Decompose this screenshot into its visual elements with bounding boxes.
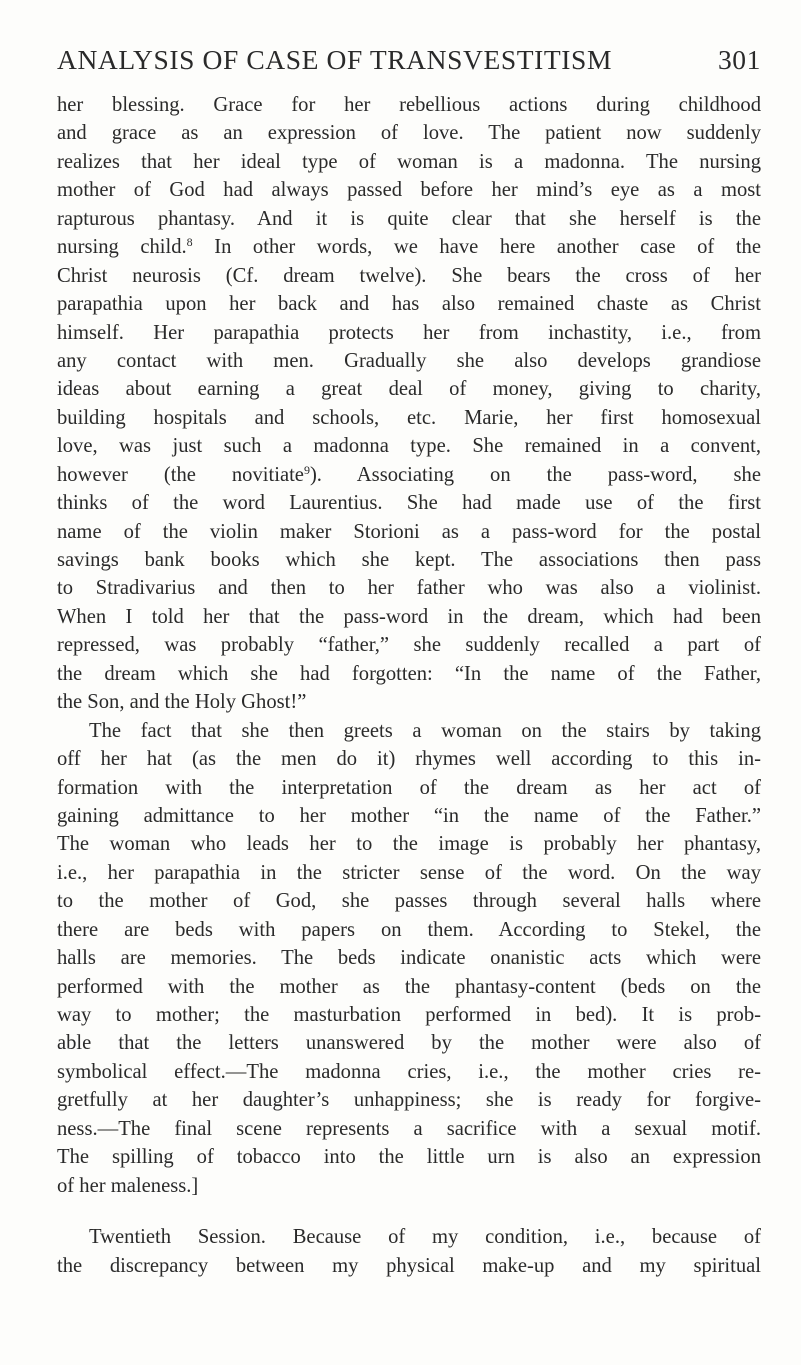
text-line: ideas about earning a great deal of money, giving to charity, <box>57 378 761 401</box>
text-line: formation with the interpretation of the dream as her act of <box>57 776 761 799</box>
text-line: i.e., her parapathia in the stricter sense of the word. On the way <box>57 861 761 884</box>
text-line: himself. Her parapathia protects her from inchastity, i.e., from <box>57 321 761 344</box>
text-line: the Son, and the Holy Ghost!” <box>57 691 307 714</box>
text-line: of her maleness.] <box>57 1174 199 1197</box>
text-line: halls are memories. The beds indicate onanistic acts which were <box>57 947 761 970</box>
text-line <box>57 233 761 261</box>
text-line: ness.—The final scene represents a sacrifice with a sexual motif. <box>57 1117 761 1140</box>
text-line: name of the violin maker Storioni as a pass-word for the postal <box>57 520 761 543</box>
text-line: When I told her that the pass-word in the dream, which had been <box>57 605 761 628</box>
text-line: to Stradivarius and then to her father who was also a violinist. <box>57 577 761 600</box>
text-line: realizes that her ideal type of woman is a madonna. The nursing <box>57 150 761 173</box>
text-line: The woman who leads her to the image is probably her phantasy, <box>57 833 761 856</box>
text-line: repressed, was probably “father,” she suddenly recalled a part of <box>57 634 761 657</box>
text-line: gaining admittance to her mother “in the name of the Father.” <box>57 804 761 827</box>
text-line: The fact that she then greets a woman on the stairs by taking <box>89 719 761 742</box>
running-head <box>57 44 761 84</box>
footnote-ref: 8 <box>186 235 193 250</box>
running-head-title: ANALYSIS OF CASE OF TRANSVESTITISM <box>57 44 612 75</box>
footnote-ref: 9 <box>303 462 310 477</box>
text-line: thinks of the word Laurentius. She had made use of the first <box>57 492 761 515</box>
text-fragment: however (the novitiate <box>57 463 304 486</box>
text-line: her blessing. Grace for her rebellious actions during childhood <box>57 94 761 116</box>
text-fragment: In other words, we have here another case of the <box>192 236 761 259</box>
paragraph-gap <box>57 1200 761 1223</box>
text-line: mother of God had always passed before her mind’s eye as a most <box>57 179 761 202</box>
text-line: to the mother of God, she passes through several halls where <box>57 890 761 913</box>
text-line: love, was just such a madonna type. She remained in a convent, <box>57 435 761 458</box>
text-line: any contact with men. Gradually she also develops grandiose <box>57 349 761 372</box>
text-line: way to mother; the masturbation performed in bed). It is prob- <box>57 1004 761 1026</box>
text-line: parapathia upon her back and has also remained chaste as Christ <box>57 293 761 316</box>
text-line: off her hat (as the men do it) rhymes well according to this in- <box>57 748 761 771</box>
text-line: The spilling of tobacco into the little urn is also an expression <box>57 1146 761 1169</box>
body-text <box>57 91 761 1280</box>
page-number: 301 <box>717 44 761 75</box>
text-fragment: ). Associating on the pass-word, she <box>309 463 761 486</box>
text-line: Christ neurosis (Cf. dream twelve). She bears the cross of her <box>57 264 761 287</box>
text-line: and grace as an expression of love. The patient now suddenly <box>57 122 761 145</box>
text-line: the discrepancy between my physical make-up and my spiritual <box>57 1254 761 1277</box>
text-line: the dream which she had forgotten: “In the name of the Father, <box>57 662 761 685</box>
text-line: rapturous phantasy. And it is quite clear that she herself is the <box>57 207 761 230</box>
text-line: gretfully at her daughter’s unhappiness; she is ready for forgive- <box>57 1089 761 1112</box>
text-fragment: nursing child. <box>57 236 187 259</box>
text-line: building hospitals and schools, etc. Marie, her first homosexual <box>57 406 761 429</box>
text-line: Twentieth Session. Because of my condition, i.e., because of <box>89 1226 761 1249</box>
text-line: able that the letters unanswered by the mother were also of <box>57 1032 761 1055</box>
text-line <box>57 461 761 489</box>
text-line: performed with the mother as the phantasy-content (beds on the <box>57 975 761 998</box>
text-line: savings bank books which she kept. The associations then pass <box>57 549 761 571</box>
text-line: symbolical effect.—The madonna cries, i.e., the mother cries re- <box>57 1060 761 1083</box>
text-line: there are beds with papers on them. According to Stekel, the <box>57 918 761 941</box>
